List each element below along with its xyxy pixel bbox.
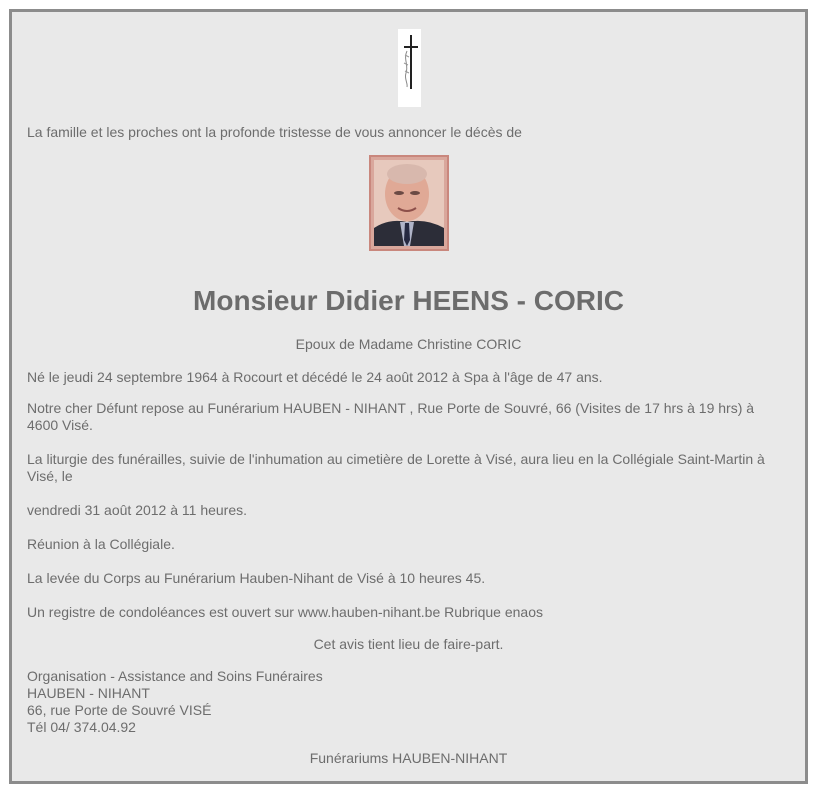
spouse-text: Epoux de Madame Christine CORIC bbox=[295, 336, 522, 352]
organisation-line-3: 66, rue Porte de Souvré VISÉ bbox=[27, 702, 212, 718]
liturgy-line-1: La liturgie des funérailles, suivie de l'inhumation au cimetière de Lorette à Visé, aura lieu en la Collégiale Saint-Martin à bbox=[27, 451, 765, 467]
organisation-block bbox=[27, 668, 427, 736]
birth-death-text: Né le jeudi 24 septembre 1964 à Rocourt et décédé le 24 août 2012 à Spa à l'âge de 47 ans. bbox=[27, 369, 603, 385]
repose-line-1: Notre cher Défunt repose au Funérarium HAUBEN - NIHANT , Rue Porte de Souvré, 66 (Visites de 17 hrs à 19 hrs) à bbox=[27, 400, 755, 416]
faire-part-text: Cet avis tient lieu de faire-part. bbox=[313, 636, 504, 652]
levee-text: La levée du Corps au Funérarium Hauben-Nihant de Visé à 10 heures 45. bbox=[27, 570, 486, 586]
funeral-date: vendredi 31 août 2012 à 11 heures. bbox=[27, 502, 248, 518]
obituary-card bbox=[9, 9, 808, 784]
organisation-line-1: Organisation - Assistance and Soins Funéraires bbox=[27, 668, 323, 684]
portrait-photo bbox=[369, 155, 449, 251]
organisation-line-2: HAUBEN - NIHANT bbox=[27, 685, 150, 701]
cross-icon bbox=[398, 29, 421, 107]
liturgy-line-2: Visé, le bbox=[27, 468, 73, 484]
deceased-name: Monsieur Didier HEENS - CORIC bbox=[193, 285, 624, 316]
repose-line-2: 4600 Visé. bbox=[27, 417, 93, 433]
organisation-line-4: Tél 04/ 374.04.92 bbox=[27, 719, 136, 735]
footer-text: Funérariums HAUBEN-NIHANT bbox=[309, 750, 508, 766]
register-text: Un registre de condoléances est ouvert sur www.hauben-nihant.be Rubrique enaos bbox=[27, 604, 543, 620]
reunion-text: Réunion à la Collégiale. bbox=[27, 536, 175, 552]
intro-text: La famille et les proches ont la profonde tristesse de vous annoncer le décès de bbox=[27, 124, 522, 140]
